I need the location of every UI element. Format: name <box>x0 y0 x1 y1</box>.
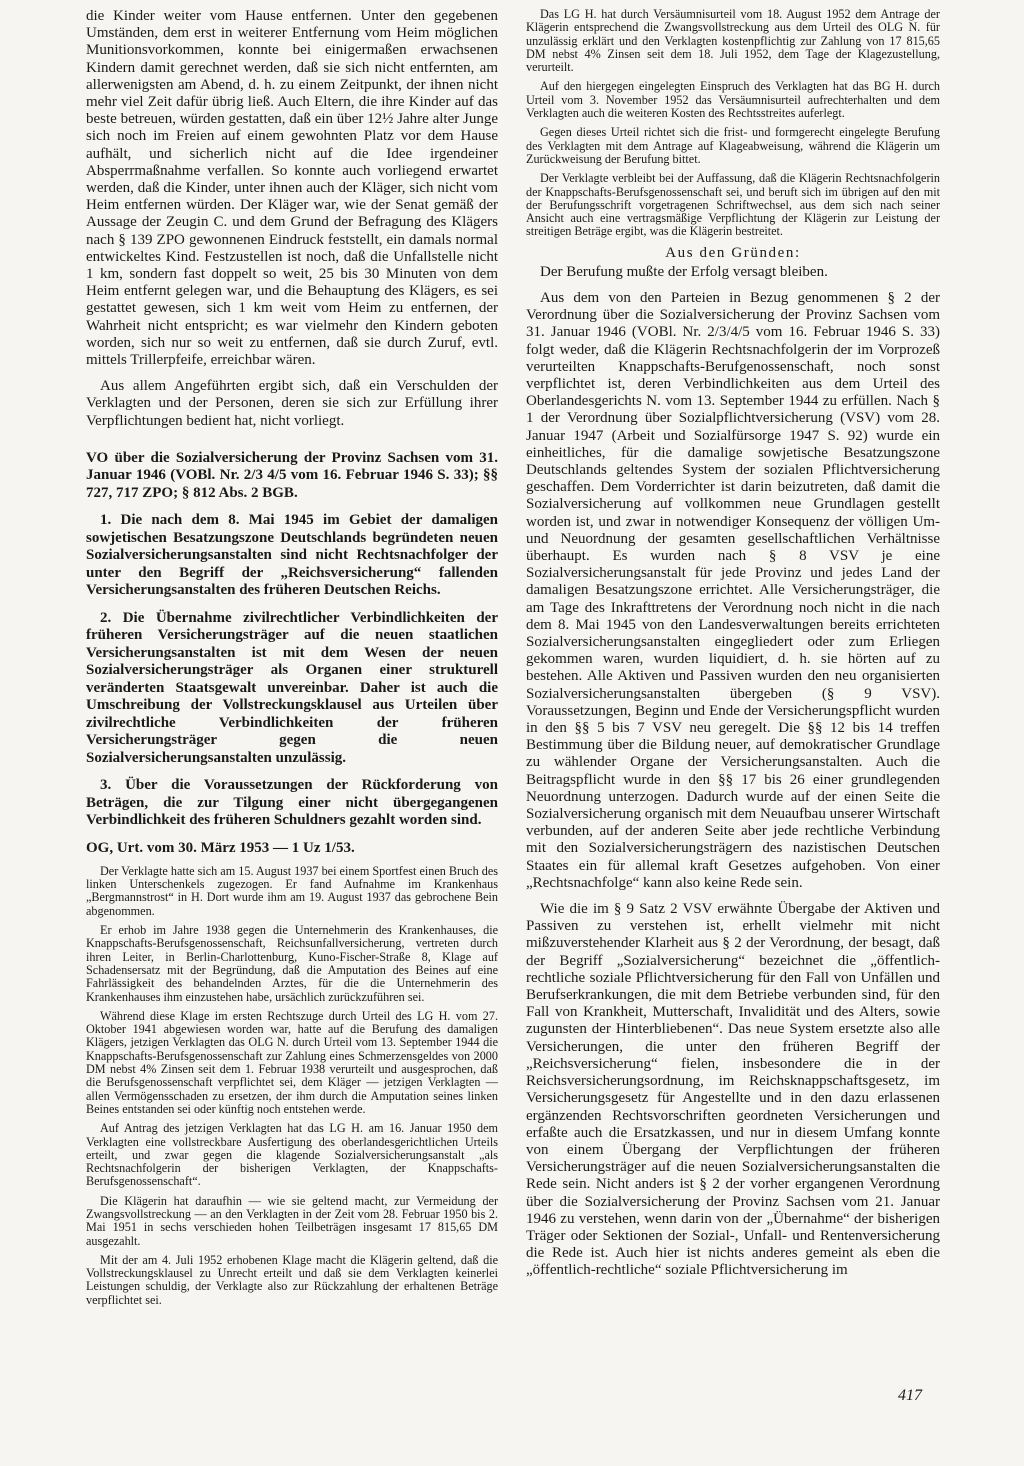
body-paragraph: Der Berufung mußte der Erfolg versagt bleiben. <box>540 263 828 280</box>
headnote-3: 3. Über die Voraussetzungen der Rückforderung von Beträgen, die zur Tilgung einer nicht übergegangenen Verbindlichkeit des früheren Schuldners gezahlt worden sind. <box>86 777 498 829</box>
body-paragraph: Aus allem Angeführten ergibt sich, daß ein Verschulden der Verklagten und der Personen, deren sie sich zur Erfüllung ihrer Verpflichtungen bedient hat, nicht vorliegt. <box>86 378 498 429</box>
headnote-2: 2. Die Übernahme zivilrechtlicher Verbindlichkeiten der früheren Versicherungsträger auf die neuen staatlichen Versicherungsanstalten ist mit dem Wesen der neuen Sozialversicherungsträger als Organen einer strukturell veränderten Staatsgewalt unvereinbar. Daher ist auch die Umschreibung der Vollstreckungsklausel aus Urteilen über zivilrechtliche Verbindlichkeiten der früheren Versicherungsträger gegen die neuen Sozialversicherungsanstalten unzulässig. <box>86 609 498 766</box>
headnote-1: 1. Die nach dem 8. Mai 1945 im Gebiet der damaligen sowjetischen Besatzungszone Deutschlands begründeten neuen Sozialversicherungsanstalten sind nicht Rechtsnachfolger der unter den Begriff der „Reichsversicherung“ fallenden Versicherungsanstalten des früheren Deutschen Reichs. <box>86 512 498 599</box>
section-title: Aus den Gründen: <box>665 244 801 261</box>
facts-paragraph: Während diese Klage im ersten Rechtszuge durch Urteil des LG H. vom 27. Oktober 1941 abgewiesen worden war, hatte auf die Berufung des damaligen Klägers, jetzigen Verklagten das OLG N. durch Urteil vom 13. September 1944 die Knappschafts-Berufsgenossenschaft zur Zahlung eines Schmerzensgeldes von 2000 DM nebst 4% Zinsen seit dem 1. Februar 1938 verurteilt und ausgesprochen, daß die Berufsgenossenschaft verpflichtet sei, dem Kläger — jetzigen Verklagten — allen Vermögensschaden zu ersetzen, der ihm durch die Amputation seines linken Beines entstanden sei oder künftig noch entstehen werde. <box>86 1008 498 1116</box>
right-column <box>526 8 940 1289</box>
decision-heading: VO über die Sozialversicherung der Provinz Sachsen vom 31. Januar 1946 (VOBl. Nr. 2/3 4/5 vom 16. Februar 1946 S. 33); §§ 727, 717 ZPO; § 812 Abs. 2 BGB. <box>86 449 498 501</box>
body-paragraph: Wie die im § 9 Satz 2 VSV erwähnte Übergabe der Aktiven und Passiven zu verstehen ist, erhellt vielmehr mit nicht mißzuverstehender Klarheit aus § 2 der Verordnung, der besagt, daß der Begriff „Sozialversicherung“ bezeichnet die „öffentlich-rechtliche soziale Pflichtversicherung für den Fall von Unfällen und Berufserkrankungen, die mit dem Betriebe verbunden sind, für den Fall von Krankheit, Mutterschaft, Invalidität und des Alters, sowie zugunsten der Hinterbliebenen“. Das neue System ersetzte also alle Versicherungen, die unter den früheren Begriff der „Reichsversicherung“ fielen, insbesondere die in der Reichsversicherungsordnung, im Reichsknappschaftsgesetz, im Versicherungsgesetz für Angestellte und in den dazu erlassenen ergänzenden Rechtsvorschriften geordneten Versicherungen und erfaßte auch die Ersatzkassen, und nur in diesem Umfang konnte von einem Übergang der Verpflichtungen der früheren Versicherungsträger auf die neuen Sozialversicherungsanstalten die Rede sein. Nicht anders ist § 2 der vorher ergangenen Verordnung über die Sozialversicherung der Provinz Sachsen vom 21. Januar 1946 zu verstehen, wenn darin von der „Übernahme“ der bisherigen Träger oder Sektionen der Sozial-, Unfall- und Rentenversicherung die Rede ist. Auch hier ist nichts anderes gemeint als eben die „öffentlich-rechtliche“ soziale Pflichtversicherung im <box>526 901 940 1279</box>
body-paragraph: die Kinder weiter vom Hause entfernen. Unter den gegebenen Umständen, dem erst in weiterer Entfernung vom Heim möglichen Munitionsvorkommen, konnte bei einigermaßen erwachsenen Kindern damit gerechnet werden, daß sie sich nicht entfernten, am allerwenigsten am Abend, d. h. zu einem Zeitpunkt, der ihnen nicht mehr viel Zeit dafür übrig ließ. Auch Eltern, die ihre Kinder auf das beste betreuen, würden gestatten, daß ein über 12½ Jahre alter Junge sich noch im Freien auf einem gewohnten Platz vor dem Hause aufhält, und sicherlich nicht auf die Idee irgendeiner Absperrmaßnahme verfallen. So konnte auch vorliegend erwartet werden, daß die Kinder, unter ihnen auch der Kläger, sich nicht vom Heim entfernen würden. Der Kläger war, wie der Senat gemäß der Aussage der Zeugin C. und dem Grund der Befragung des Klägers nach § 139 ZPO gewonnenen Eindruck feststellt, ein damals normal entwickeltes Kind. Festzustellen ist noch, daß die Unfallstelle nicht 1 km, sondern fast doppelt so weit, 25 bis 30 Minuten von dem Heim entfernt gelegen war, und die Behauptung des Klägers, es sei gestattet gewesen, sich 1 km weit vom Heim zu entfernen, der Wahrheit nicht entspricht; es war vielmehr den Kindern geboten worden, sich nur so weit zu entfernen, daß sie durch Zuruf, evtl. mittels Trillerpfeife, erreichbar wären. <box>86 8 498 369</box>
court-citation: OG, Urt. vom 30. März 1953 — 1 Uz 1/53. <box>86 839 355 856</box>
facts-paragraph: Das LG H. hat durch Versäumnisurteil vom 18. August 1952 dem Antrage der Klägerin entsprechend die Zwangsvollstreckung aus dem Urteil des OLG N. für unzulässig erklärt und den Verklagten kostenpflichtig zur Zahlung von 17 815,65 DM nebst 4% Zinsen seit dem 18. Juli 1952, dem Tage der Klagezustellung, verurteilt. <box>526 7 940 75</box>
page-number: 417 <box>898 1387 922 1404</box>
facts-paragraph: Er erhob im Jahre 1938 gegen die Unternehmerin des Krankenhauses, die Knappschafts-Berufsgenossenschaft, Reichsunfallversicherung, vertreten durch ihren Leiter, in Berlin-Charlottenburg, Kuno-Fischer-Straße 8, Klage auf Schadensersatz mit der Begründung, daß die Amputation des Beines auf eine Fahrlässigkeit des behandelnden Arztes, für die die Unternehmerin des Krankenhauses ihm einzustehen habe, ursächlich zurückzuführen sei. <box>86 923 498 1004</box>
facts-paragraph: Gegen dieses Urteil richtet sich die frist- und formgerecht eingelegte Berufung des Verklagten mit dem Antrage auf Klageabweisung, während die Klägerin um Zurückweisung der Berufung bittet. <box>526 125 940 166</box>
facts-paragraph: Auf den hiergegen eingelegten Einspruch des Verklagten hat das BG H. durch Urteil vom 3. November 1952 das Versäumnisurteil aufrechterhalten und dem Verklagten auch die weiteren Kosten des Rechtsstreites auferlegt. <box>526 79 940 121</box>
facts-paragraph: Mit der am 4. Juli 1952 erhobenen Klage macht die Klägerin geltend, daß die Vollstreckungsklausel zu Unrecht erteilt und daß sie dem Verklagten keinerlei Leistungen schuldig, der Verklagte also zur Rückzahlung der erhaltenen Beträge verpflichtet sei. <box>86 1252 498 1307</box>
body-paragraph: Aus dem von den Parteien in Bezug genommenen § 2 der Verordnung über die Sozialversicherung der Provinz Sachsen vom 31. Januar 1946 (VOBl. Nr. 2/3/4/5 vom 16. Februar 1946 S. 33) folgt weder, daß die Klägerin Rechtsnachfolgerin der im Vorprozeß verurteilten Knappschafts-Berufgenossenschaft, noch sonst verpflichtet ist, deren Verbindlichkeiten aus dem Urteil des Oberlandesgerichts N. vom 13. September 1944 zu erfüllen. Nach § 1 der Verordnung über Sozialpflichtversicherung (VSV) vom 28. Januar 1947 (Arbeit und Sozialfürsorge 1947 S. 92) wurde ein einheitliches, für die damalige sowjetische Besatzungszone Deutschlands geltendes System der sozialen Pflichtversicherung geschaffen. Dem Vorderrichter ist darin beizutreten, daß damit die Sozialversicherung auf vollkommen neue Grundlagen gestellt worden ist, und zwar in notwendiger Konsequenz der völligen Um- und Neuordnung der gesamten gesellschaftlichen Verhältnisse überhaupt. Es wurden nach § 8 VSV je eine Sozialversicherungsanstalt für jede Provinz und jedes Land der damaligen Besatzungszone errichtet. Alle Versicherungsträger, die am Tage des Inkrafttretens der Verordnung noch nicht in die nach dem 8. Mai 1945 von den Landesverwaltungen bereits errichteten Sozialversicherungsanstalten eingegliedert oder zum Erliegen gekommen waren, wurden liquidiert, d. h. sie hörten auf zu bestehen. Alle Aktiven und Passiven wurden den neu organisierten Sozialversicherungsanstalten übergeben (§ 9 VSV). Voraussetzungen, Beginn und Ende der Versicherungspflicht wurden in den §§ 5 bis 7 VSV neu geregelt. Die §§ 12 bis 14 treffen Bestimmung über die Bildung neuer, auf demokratischer Grundlage zu wählender Organe der Versicherungsanstalten. Auch die Beitragspflicht wurde in den §§ 17 bis 26 einer grundlegenden Neuordnung unterzogen. Dadurch wurde auf der einen Seite die Sozialversicherung organisch mit dem Neuaufbau unserer Wirtschaft verbunden, auf der anderen Seite aber jede rechtliche Verbindung mit den Sozialversicherungsträgern des nazistischen Deutschen Staates ein für allemal kraft Gesetzes aufgehoben. Von einer „Rechtsnachfolge“ kann also keine Rede sein. <box>526 289 940 891</box>
facts-paragraph: Die Klägerin hat daraufhin — wie sie geltend macht, zur Vermeidung der Zwangsvollstreckung — an den Verklagten in der Zeit vom 28. Februar 1950 bis 2. Mai 1951 in sechs verschieden hohen Teilbeträgen insgesamt 17 815,65 DM ausgezahlt. <box>86 1193 498 1248</box>
left-column <box>86 8 498 1313</box>
facts-paragraph: Der Verklagte verbleibt bei der Auffassung, daß die Klägerin Rechtsnachfolgerin der Knappschafts-Berufsgenossenschaft sei, und beruft sich im übrigen auf den mit der Berufungsschrift vorgetragenen Schriftwechsel, aus dem sich nach seiner Ansicht auch eine vertragsmäßige Verpflichtung der Klägerin zur Leistung der streitigen Beträge ergibt, was die Klägerin bestreitet. <box>526 171 940 239</box>
facts-paragraph: Auf Antrag des jetzigen Verklagten hat das LG H. am 16. Januar 1950 dem Verklagten eine vollstreckbare Ausfertigung des oberlandesgerichtlichen Urteils erteilt, und zwar gegen die klagende Sozialversicherungsanstalt „als Rechtsnachfolgerin der bisherigen Verklagten, der Knappschafts-Berufsgenossenschaft“. <box>86 1121 498 1189</box>
facts-paragraph: Der Verklagte hatte sich am 15. August 1937 bei einem Sportfest einen Bruch des linken Unterschenkels zugezogen. Er fand Aufnahme im Krankenhaus „Bergmannstrost“ in H. Dort wurde ihm am 19. August 1937 das gebrochene Bein abgenommen. <box>86 863 498 918</box>
